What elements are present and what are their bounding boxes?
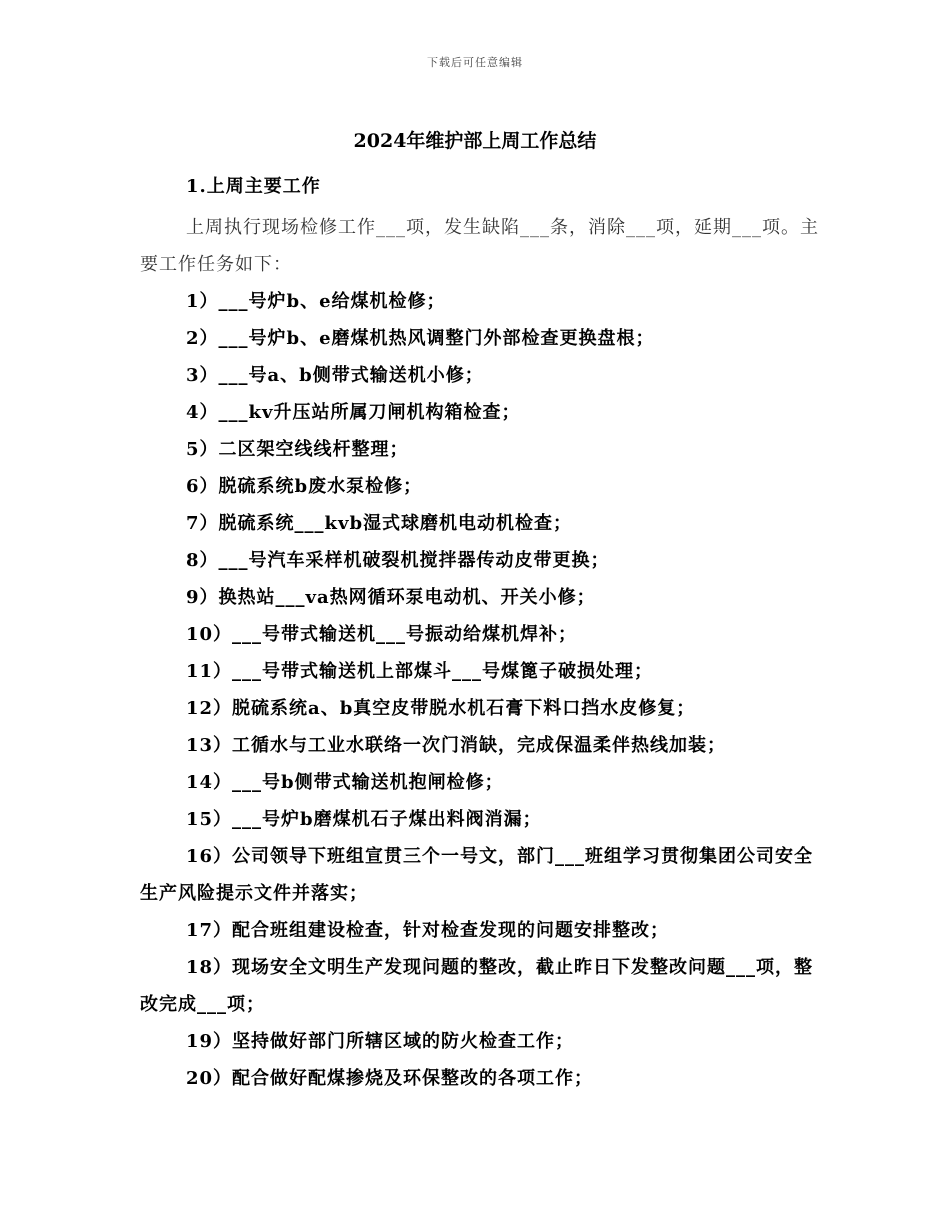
work-item-4: 4）___kv升压站所属刀闸机构箱检查； (186, 402, 521, 423)
document-title: 2024年维护部上周工作总结 (353, 130, 597, 152)
work-item-14: 14）___号b侧带式输送机抱闸检修； (186, 772, 504, 793)
work-item-17: 17）配合班组建设检查，针对检查发现的问题安排整改； (186, 920, 670, 941)
work-item-1: 1）___号炉b、e给煤机检修； (186, 291, 446, 312)
work-item-6: 6）脱硫系统b废水泵检修； (186, 476, 423, 497)
work-item-3: 3）___号a、b侧带式输送机小修； (186, 365, 484, 386)
work-item-8: 8）___号汽车采样机破裂机搅拌器传动皮带更换； (186, 550, 610, 571)
work-item-20: 20）配合做好配煤掺烧及环保整改的各项工作； (186, 1068, 594, 1089)
work-item-2: 2）___号炉b、e磨煤机热风调整门外部检查更换盘根； (186, 328, 655, 349)
work-item-19: 19）坚持做好部门所辖区域的防火检查工作； (186, 1031, 575, 1052)
work-item-7: 7）脱硫系统___kvb湿式球磨机电动机检查； (186, 513, 573, 534)
work-item-12: 12）脱硫系统a、b真空皮带脱水机石膏下料口挡水皮修复； (186, 698, 696, 719)
work-item-10: 10）___号带式输送机___号振动给煤机焊补； (186, 624, 578, 645)
work-item-16: 16）公司领导下班组宣贯三个一号文，部门___班组学习贯彻集团公司安全生产风险提示文件并落实； (140, 846, 814, 904)
section-heading: 1.上周主要工作 (186, 176, 321, 197)
work-item-15: 15）___号炉b磨煤机石子煤出料阀消漏； (186, 809, 542, 830)
page-header-note: 下载后可任意编辑 (427, 56, 523, 69)
document-body (140, 172, 820, 1097)
work-item-18: 18）现场安全文明生产发现问题的整改，截止昨日下发整改问题___项，整改完成___项； (140, 957, 814, 1015)
intro-paragraph: 上周执行现场检修工作___项，发生缺陷___条，消除___项，延期___项。主要工作任务如下： (140, 217, 819, 275)
work-item-5: 5）二区架空线线杆整理； (186, 439, 409, 460)
work-item-11: 11）___号带式输送机上部煤斗___号煤篦子破损处理； (186, 661, 654, 682)
work-item-13: 13）工循水与工业水联络一次门消缺，完成保温柔伴热线加装； (186, 735, 727, 756)
work-item-9: 9）换热站___va热网循环泵电动机、开关小修； (186, 587, 596, 608)
